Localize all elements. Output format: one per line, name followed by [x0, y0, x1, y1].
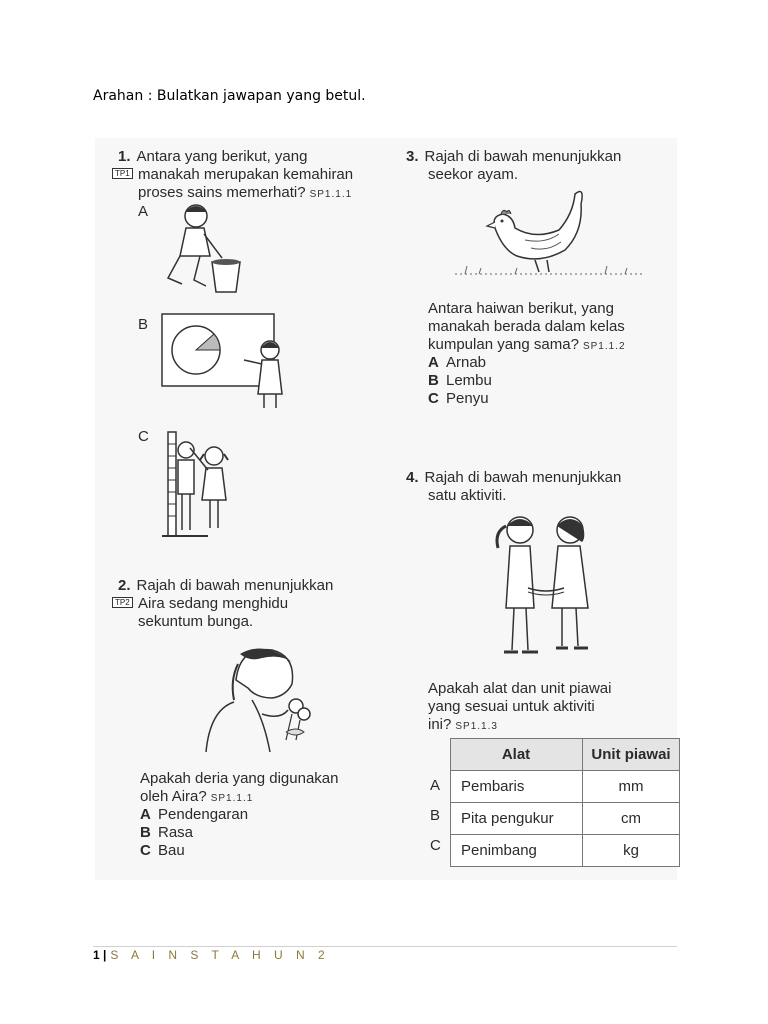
table-cell-unit: cm	[583, 803, 680, 835]
question-4	[406, 469, 621, 505]
footer-subject: S A I N S T A H U N 2	[110, 948, 330, 962]
q2-option-b[interactable]	[140, 824, 193, 841]
question-4-prompt-line-2: yang sesuai untuk aktiviti	[428, 698, 595, 715]
question-4-sp-code: SP1.1.3	[455, 721, 498, 732]
q3-option-a-text: Arnab	[446, 354, 487, 371]
question-3-prompt-line-3: kumpulan yang sama?	[428, 336, 579, 353]
question-2-prompt-line-1: Apakah deria yang digunakan	[140, 770, 339, 787]
question-3	[406, 148, 621, 184]
table-row[interactable]	[451, 771, 680, 803]
question-1-line-3: proses sains memerhati?	[138, 184, 306, 201]
question-1-sp-code: SP1.1.1	[309, 189, 353, 200]
question-2-sp-code: SP1.1.1	[210, 793, 254, 804]
board-pie-chart-illustration	[160, 310, 285, 410]
question-4-prompt	[428, 680, 611, 736]
q4-row-c-letter: C	[430, 837, 441, 854]
question-2-line-2: Aira sedang menghidu	[138, 595, 289, 612]
table-header-row	[451, 739, 680, 771]
q1-option-b-letter: B	[138, 316, 149, 333]
table-row[interactable]	[451, 803, 680, 835]
question-2-line-1: Rajah di bawah menunjukkan	[136, 577, 334, 594]
question-2-prompt-line-2: oleh Aira?	[140, 788, 207, 805]
q2-option-c-letter: C	[140, 842, 151, 859]
q2-option-b-letter: B	[140, 824, 151, 841]
q3-option-b-text: Lembu	[446, 372, 492, 389]
q3-option-c[interactable]	[428, 390, 489, 407]
q3-option-b-letter: B	[428, 372, 439, 389]
question-3-prompt-line-2: manakah berada dalam kelas	[428, 318, 625, 335]
question-4-prompt-line-3: ini?	[428, 716, 452, 733]
height-measure-illustration	[160, 430, 250, 540]
question-3-sp-code: SP1.1.2	[582, 341, 626, 352]
q4-row-a-letter: A	[430, 777, 441, 794]
q2-option-c[interactable]	[140, 842, 185, 859]
hen-illustration	[455, 184, 645, 284]
q2-option-a[interactable]	[140, 806, 248, 823]
question-2-tp-badge: TP2	[112, 597, 133, 608]
q2-option-a-letter: A	[140, 806, 151, 823]
question-4-line-1: Rajah di bawah menunjukkan	[424, 469, 622, 486]
q3-option-a-letter: A	[428, 354, 439, 371]
table-row[interactable]	[451, 835, 680, 867]
question-2-number: 2.	[118, 577, 131, 594]
q3-option-c-letter: C	[428, 390, 439, 407]
question-3-line-2: seekor ayam.	[428, 166, 519, 183]
question-3-number: 3.	[406, 148, 419, 165]
q2-option-c-text: Bau	[158, 842, 185, 859]
question-1	[118, 148, 353, 204]
question-1-number: 1.	[118, 148, 131, 165]
q2-option-a-text: Pendengaran	[158, 806, 249, 823]
q4-row-b-letter: B	[430, 807, 441, 824]
question-2-prompt	[140, 770, 339, 808]
q1-option-a-letter: A	[138, 203, 149, 220]
table-cell-alat: Pembaris	[451, 771, 583, 803]
q2-option-b-text: Rasa	[158, 824, 194, 841]
footer-divider	[93, 946, 677, 947]
q4-answer-table	[450, 738, 680, 867]
q1-option-c-letter: C	[138, 428, 149, 445]
table-header-unit: Unit piawai	[583, 739, 680, 771]
table-cell-alat: Penimbang	[451, 835, 583, 867]
question-2	[118, 577, 333, 631]
instruction-text: Arahan : Bulatkan jawapan yang betul.	[93, 88, 366, 104]
table-cell-unit: kg	[583, 835, 680, 867]
question-1-tp-badge: TP1	[112, 168, 133, 179]
page-number: 1 |	[93, 948, 107, 962]
question-2-line-3: sekuntum bunga.	[138, 613, 254, 630]
question-4-prompt-line-1: Apakah alat dan unit piawai	[428, 680, 612, 697]
page-footer	[93, 948, 330, 962]
question-1-line-1: Antara yang berikut, yang	[136, 148, 308, 165]
q3-option-a[interactable]	[428, 354, 486, 371]
question-3-line-1: Rajah di bawah menunjukkan	[424, 148, 622, 165]
question-1-line-2: manakah merupakan kemahiran	[138, 166, 354, 183]
q3-option-c-text: Penyu	[446, 390, 489, 407]
question-3-prompt	[428, 300, 626, 356]
q3-option-b[interactable]	[428, 372, 492, 389]
girl-smelling-flower-illustration	[200, 640, 320, 755]
question-4-line-2: satu aktiviti.	[428, 487, 507, 504]
table-cell-alat: Pita pengukur	[451, 803, 583, 835]
table-header-alat: Alat	[451, 739, 583, 771]
girls-measuring-illustration	[490, 512, 610, 668]
question-3-prompt-line-1: Antara haiwan berikut, yang	[428, 300, 614, 317]
boy-pot-illustration	[160, 200, 250, 296]
table-cell-unit: mm	[583, 771, 680, 803]
question-4-number: 4.	[406, 469, 419, 486]
